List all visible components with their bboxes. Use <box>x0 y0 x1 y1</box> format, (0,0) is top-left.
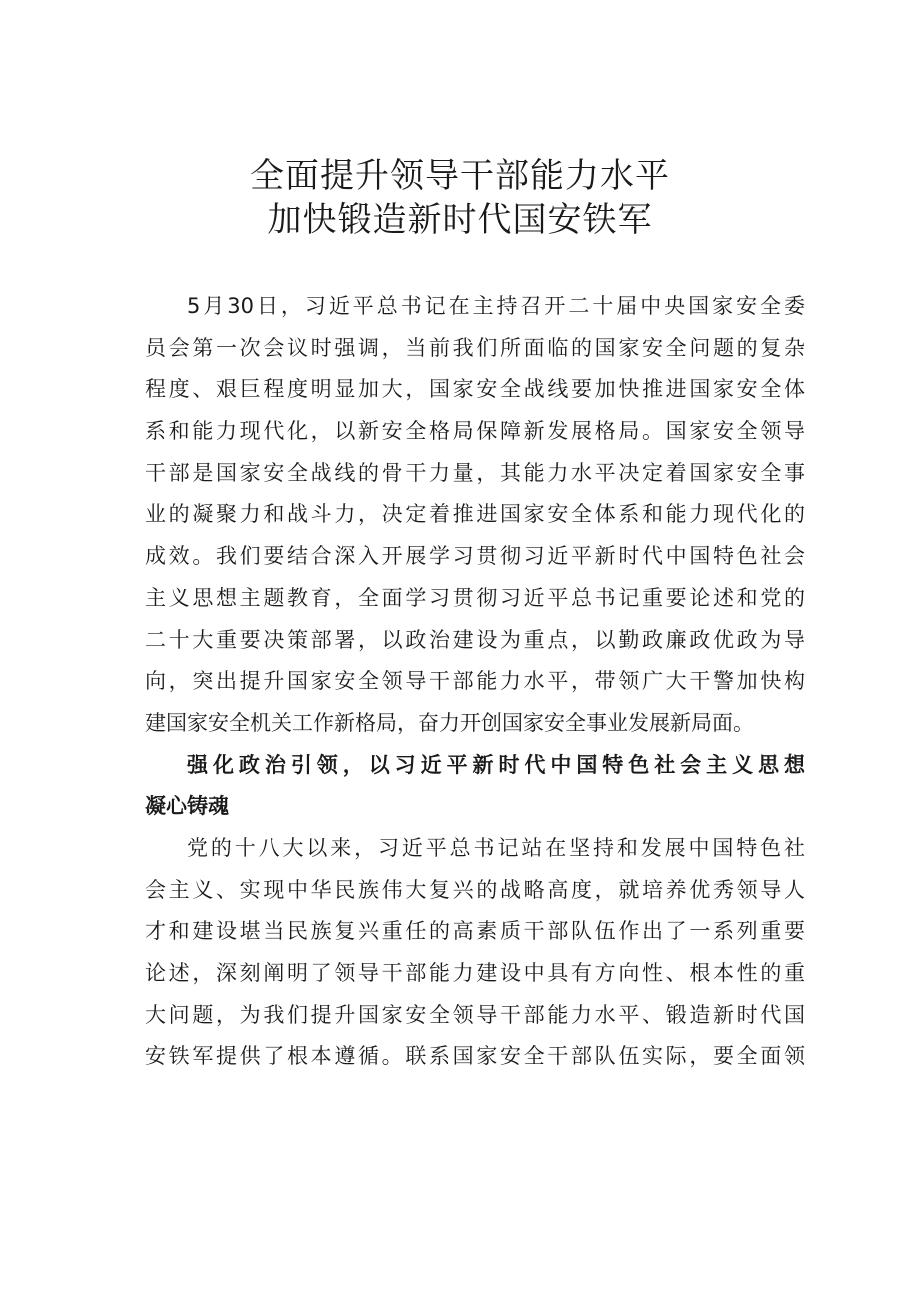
heading-line: 强化政治引领，以习近平新时代中国特色社会主义思想 <box>187 752 805 777</box>
text-line: 才和建设堪当民族复兴重任的高素质干部队伍作出了一系列重要 <box>145 919 805 944</box>
paragraph-intro <box>145 286 805 745</box>
text-line: 主义思想主题教育，全面学习贯彻习近平总书记重要论述和党的 <box>145 585 805 610</box>
text-line: 程度、艰巨程度明显加大，国家安全战线要加快推进国家安全体 <box>145 377 805 402</box>
section-heading <box>145 745 805 828</box>
text-line: 业的凝聚力和战斗力，决定着推进国家安全体系和能力现代化的 <box>145 502 805 527</box>
text-line: 大问题，为我们提升国家安全领导干部能力水平、锻造新时代国 <box>145 1002 805 1027</box>
title-line-2: 加快锻造新时代国安铁军 <box>267 200 653 240</box>
text-line: 建国家安全机关工作新格局，奋力开创国家安全事业发展新局面。 <box>145 710 754 735</box>
text-line: 安铁军提供了根本遵循。联系国家安全干部队伍实际，要全面领 <box>145 1044 805 1069</box>
document-title <box>0 154 920 242</box>
paragraph-section-1 <box>145 828 805 1078</box>
text-line: 系和能力现代化，以新安全格局保障新发展格局。国家安全领导 <box>145 419 805 444</box>
document-body <box>145 286 805 1078</box>
title-line-1: 全面提升领导干部能力水平 <box>250 156 670 196</box>
text-line: 论述，深刻阐明了领导干部能力建设中具有方向性、根本性的重 <box>145 961 805 985</box>
text-line: 党的十八大以来，习近平总书记站在坚持和发展中国特色社 <box>187 835 805 860</box>
text-line: 成效。我们要结合深入开展学习贯彻习近平新时代中国特色社会 <box>145 544 805 569</box>
text-line: 5月30日，习近平总书记在主持召开二十届中央国家安全委 <box>187 294 805 318</box>
heading-line: 凝心铸魂 <box>145 794 229 819</box>
text-line: 二十大重要决策部署，以政治建设为重点，以勤政廉政优政为导 <box>145 627 805 652</box>
text-line: 向，突出提升国家安全领导干部能力水平，带领广大干警加快构 <box>145 669 805 694</box>
text-line: 员会第一次会议时强调，当前我们所面临的国家安全问题的复杂 <box>145 335 805 360</box>
text-line: 干部是国家安全战线的骨干力量，其能力水平决定着国家安全事 <box>145 460 805 485</box>
text-line: 会主义、实现中华民族伟大复兴的战略高度，就培养优秀领导人 <box>145 877 805 902</box>
